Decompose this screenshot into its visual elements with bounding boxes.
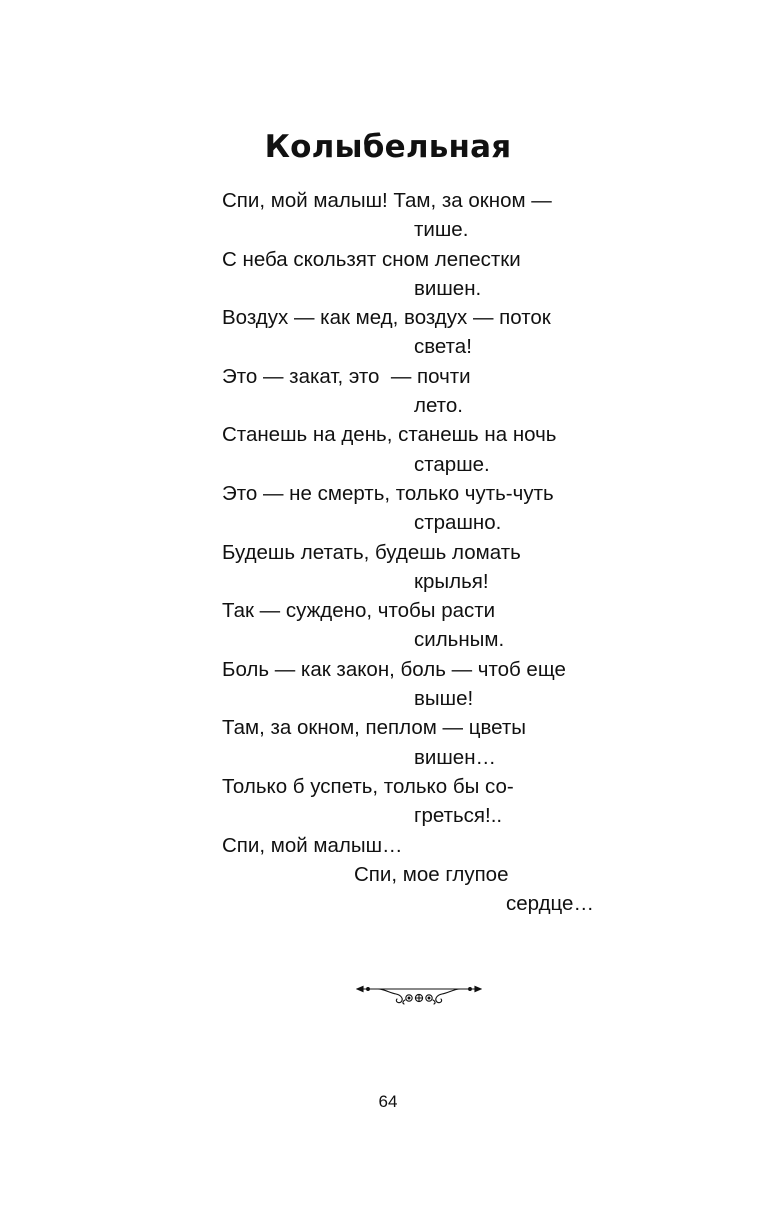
poem-line: Это — закат, это — почти [222, 364, 471, 388]
poem-line-continuation: лето. [414, 394, 463, 418]
poem-line: Спи, мой малыш! Там, за окном — [222, 189, 552, 212]
poem-line-continuation: страшно. [414, 511, 502, 535]
vignette-ornament-icon [356, 982, 482, 1006]
poem-line: Это — не смерть, только чуть-чуть [222, 481, 554, 505]
poem-line-continuation: вишен… [414, 745, 497, 769]
poem-line: Будешь летать, будешь ломать [222, 540, 521, 564]
poem-line: Там, за окном, пеплом — цветы [222, 716, 526, 740]
poem-line-continuation: вишен. [414, 276, 482, 300]
poem-body [222, 186, 682, 918]
poem-line: Воздух — как мед, воздух — поток [222, 306, 551, 330]
poem-line-continuation: сильным. [414, 628, 505, 652]
poem-line: Станешь на день, станешь на ночь [222, 423, 557, 447]
page-number: 64 [378, 1092, 398, 1111]
poem-line-continuation: сердце… [506, 892, 594, 916]
poem-line: Боль — как закон, боль — чтоб еще [222, 657, 566, 681]
poem-line-continuation: греться!.. [414, 804, 503, 828]
poem-line-continuation: света! [414, 335, 472, 359]
poem-line-continuation: выше! [414, 687, 474, 711]
poem-line: Спи, мой малыш… [222, 833, 403, 857]
poem-line-continuation: Спи, мое глупое [354, 862, 509, 886]
poem-title: Колыбельная [264, 129, 512, 165]
poem-line-continuation: тише. [414, 218, 469, 242]
poem-line: С неба скользят сном лепестки [222, 247, 521, 271]
poem-line: Только б успеть, только бы со- [222, 774, 514, 798]
poem-line-continuation: старше. [414, 452, 490, 476]
poem-line: Так — суждено, чтобы расти [222, 599, 496, 623]
poem-line-continuation: крылья! [414, 569, 489, 593]
